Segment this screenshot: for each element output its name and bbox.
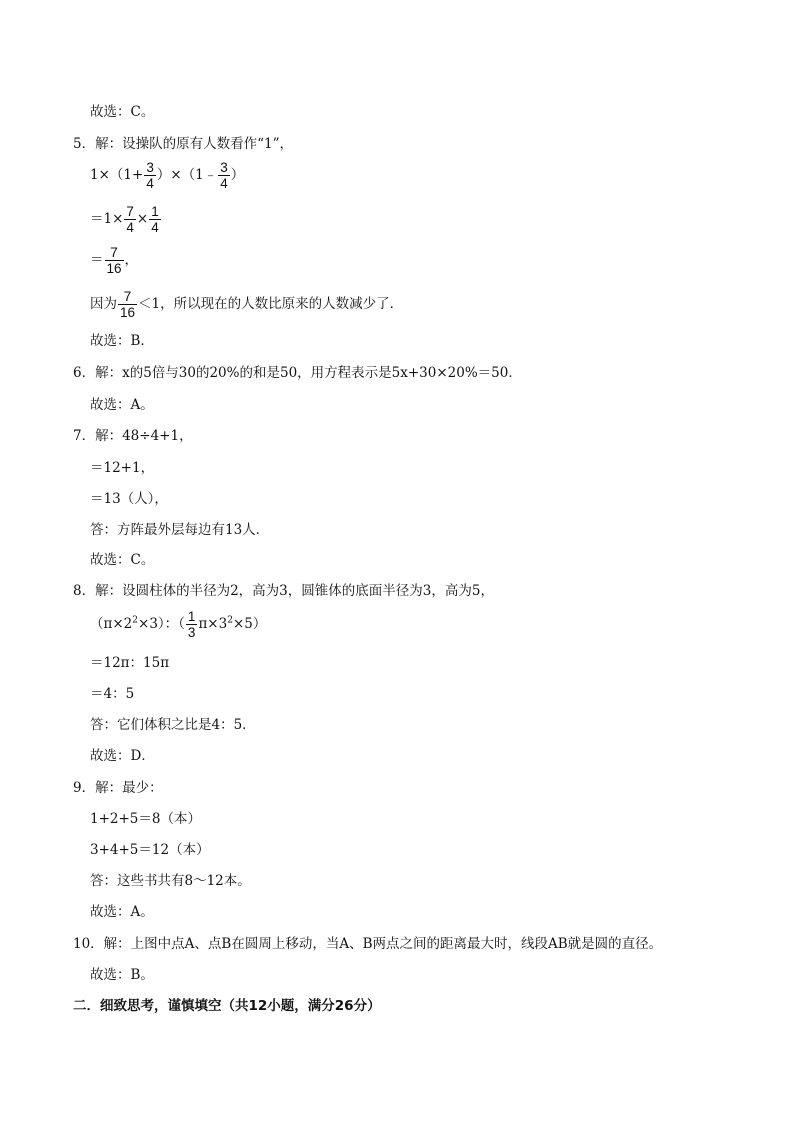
answer-line-5: 故选：B． [90, 333, 154, 349]
solution-7-step1: ＝12+1， [90, 460, 155, 476]
fraction-1-4: $\frac{1}{4}$ [151, 204, 159, 235]
answer-line-10: 故选：B。 [90, 967, 154, 983]
section-heading: 二．细致思考，谨慎填空（共12小题，满分26分） [73, 998, 381, 1014]
superscript: 2 [227, 615, 233, 626]
expr-text: ＝ [90, 252, 104, 268]
expr-text: ×3）：（ [138, 616, 185, 632]
answer-line-9: 故选：A。 [90, 904, 154, 920]
solution-5-step2 [90, 245, 138, 276]
solution-6-intro: 6．解：x的5倍与30的20%的和是50，用方程表示是5x+30×20%＝50． [73, 365, 522, 381]
solution-8-intro: 8．解：设圆柱体的半径为2，高为3，圆锥体的底面半径为3，高为5， [73, 583, 494, 599]
expr-text: （π×2 [90, 616, 133, 632]
solution-7-answer: 答：方阵最外层每边有13人． [90, 522, 270, 538]
solution-9-answer: 答：这些书共有8～12本。 [90, 873, 251, 889]
expr-text: ） [230, 167, 245, 183]
solution-9-step2: 3+4+5＝12（本） [90, 842, 210, 858]
expr-text: 1×（1+ [90, 167, 144, 183]
answer-line-4: 故选：C。 [90, 104, 155, 120]
superscript: 2 [132, 615, 139, 626]
fraction-3-4: $\frac{3}{4}$ [146, 160, 154, 191]
expr-text: ＝1× [90, 211, 124, 227]
answer-line-7: 故选：C。 [90, 552, 155, 568]
solution-8-expression [90, 609, 266, 640]
solution-9-step1: 1+2+5＝8（本） [90, 811, 201, 827]
solution-5-step1 [90, 204, 162, 235]
solution-8-answer: 答：它们体积之比是4：5． [90, 717, 256, 733]
solution-7-intro: 7．解：48÷4+1， [73, 428, 193, 444]
solution-9-intro: 9．解：最少： [73, 780, 163, 796]
expr-text: ＜1，所以现在的人数比原来的人数减少了． [138, 296, 404, 312]
fraction-1-3: $\frac{1}{3}$ [187, 609, 196, 640]
solution-8-step1: ＝12π：15π [90, 655, 170, 671]
expr-text: π×3 [198, 616, 228, 632]
solution-8-step2: ＝4：5 [90, 686, 135, 702]
answer-line-8: 故选：D． [90, 748, 155, 764]
fraction-3-4: $\frac{3}{4}$ [220, 160, 228, 191]
expr-text: ×5） [232, 616, 267, 632]
solution-5-conclusion [90, 289, 403, 320]
expr-text: × [136, 211, 149, 227]
expr-text: ， [124, 252, 139, 268]
solution-5-intro: 5．解：设操队的原有人数看作“1”， [73, 136, 293, 152]
expr-text: 因为 [90, 296, 117, 312]
answer-line-6: 故选：A。 [90, 397, 154, 413]
fraction-7-16: $\frac{7}{16}$ [120, 289, 136, 320]
fraction-7-16: $\frac{7}{16}$ [106, 245, 122, 276]
solution-7-step2: ＝13（人）， [90, 491, 168, 507]
expr-text: ）×（1﹣ [156, 167, 218, 183]
fraction-7-4: $\frac{7}{4}$ [126, 204, 134, 235]
solution-10-intro: 10．解：上图中点A、点B在圆周上移动，当A、B两点之间的距离最大时，线段AB就是圆的直径。 [73, 936, 663, 952]
solution-5-expression [90, 160, 244, 191]
